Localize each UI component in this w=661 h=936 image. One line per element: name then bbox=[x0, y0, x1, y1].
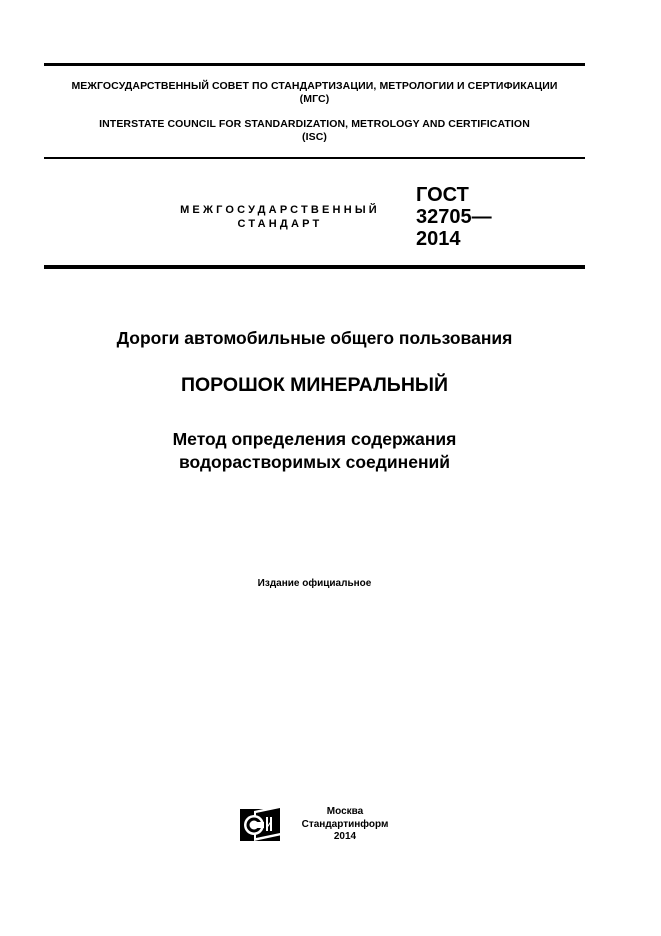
standartinform-logo-icon bbox=[240, 805, 282, 843]
standard-type-line1: МЕЖГОСУДАРСТВЕННЫЙ bbox=[180, 204, 380, 216]
header-bottom-rule bbox=[44, 265, 585, 269]
publisher-name: Стандартинформ bbox=[301, 818, 389, 830]
document-title-line3a: Метод определения содержания bbox=[172, 429, 457, 449]
document-title-line3b: водорастворимых соединений bbox=[178, 452, 451, 472]
standard-code-number: 32705— bbox=[416, 206, 492, 228]
standard-code-year: 2014 bbox=[416, 228, 461, 250]
document-title-line2: ПОРОШОК МИНЕРАЛЬНЫЙ bbox=[180, 374, 449, 396]
standard-type-line2: СТАНДАРТ bbox=[237, 218, 323, 230]
publisher-block bbox=[290, 806, 400, 844]
publisher-city: Москва bbox=[326, 806, 364, 817]
publisher-year: 2014 bbox=[333, 831, 357, 842]
header-middle-rule bbox=[44, 157, 585, 159]
standard-code bbox=[416, 184, 492, 250]
header-top-rule bbox=[44, 63, 585, 66]
edition-note: Издание официальное bbox=[257, 578, 372, 589]
council-name-ru: МЕЖГОСУДАРСТВЕННЫЙ СОВЕТ ПО СТАНДАРТИЗАЦИИ, МЕТРОЛОГИИ И СЕРТИФИКАЦИИ bbox=[71, 80, 558, 92]
standard-code-prefix: ГОСТ bbox=[416, 184, 469, 206]
council-abbr-en: (ISC) bbox=[302, 131, 327, 143]
council-abbr-ru: (МГС) bbox=[299, 93, 330, 105]
document-title-line1: Дороги автомобильные общего пользования bbox=[116, 328, 513, 348]
council-name-en: INTERSTATE COUNCIL FOR STANDARDIZATION, METROLOGY AND CERTIFICATION bbox=[99, 118, 530, 130]
